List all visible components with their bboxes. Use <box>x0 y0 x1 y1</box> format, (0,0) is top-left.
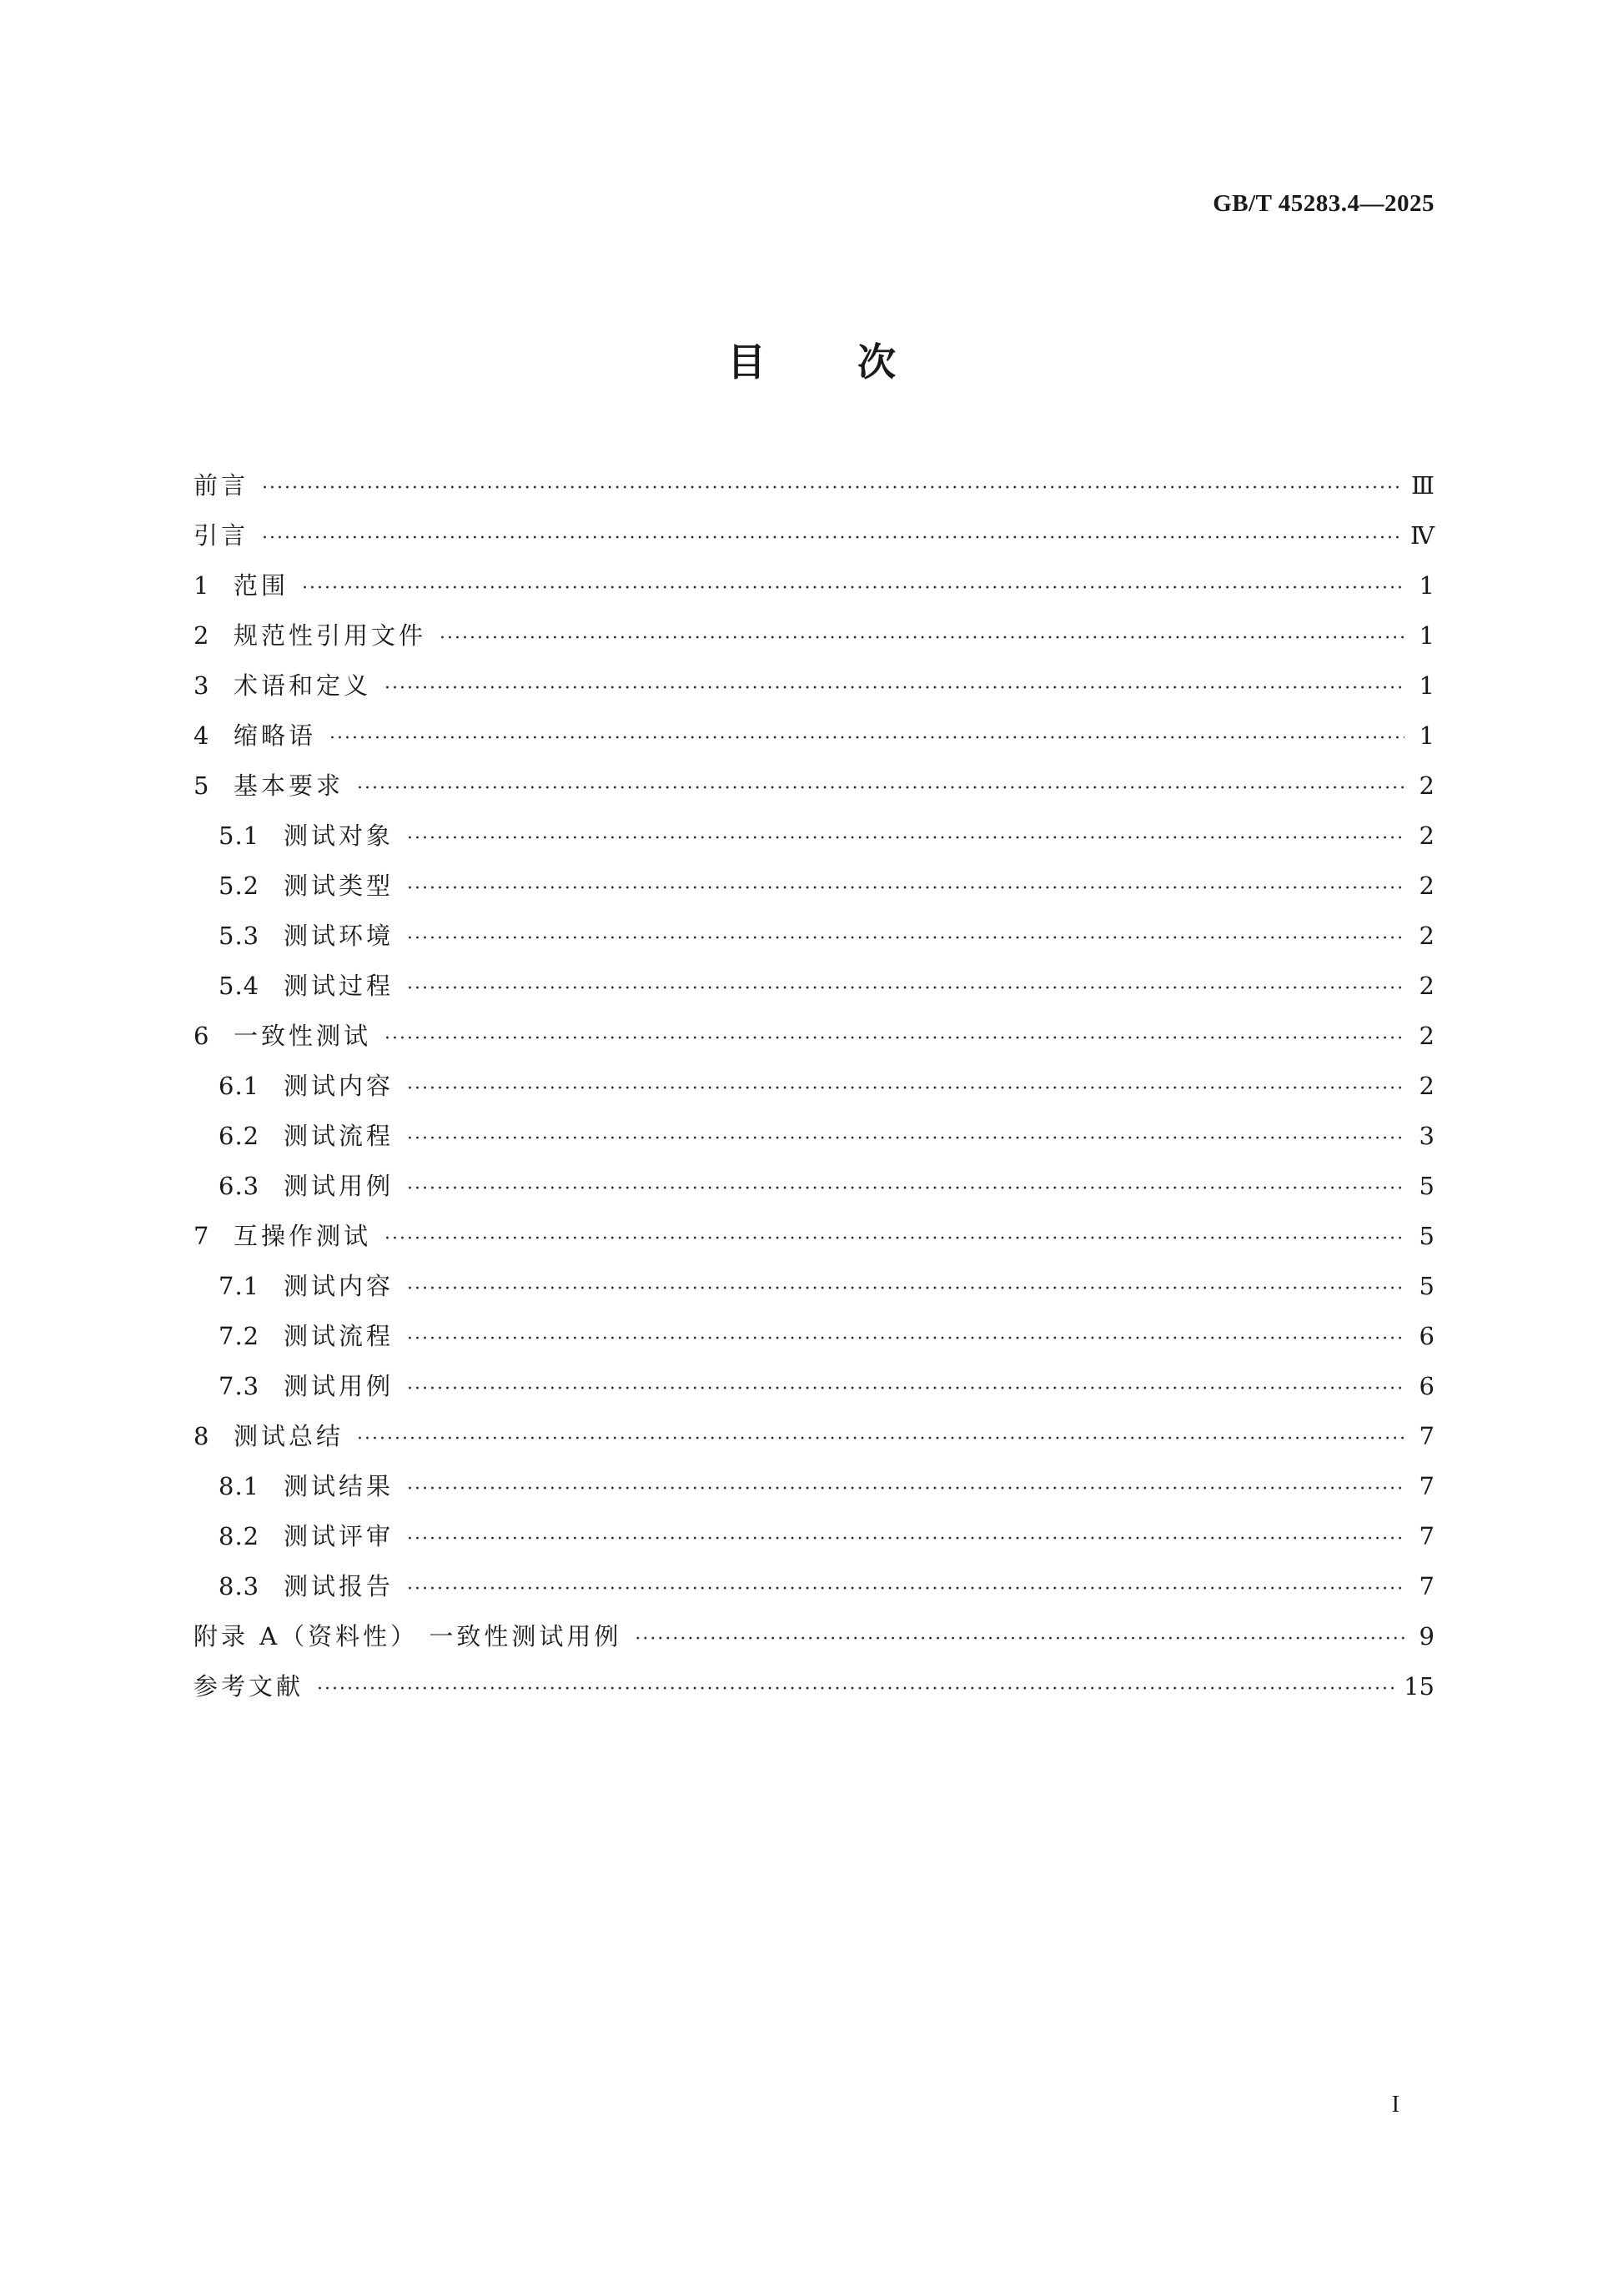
toc-entry[interactable] <box>193 1511 1435 1561</box>
toc-entry-title: 前言 <box>193 471 249 500</box>
toc-entry-page: 5 <box>1419 1272 1435 1300</box>
toc-entry-title: 术语和定义 <box>234 671 372 700</box>
toc-dot-leader <box>262 464 1401 514</box>
toc-entry-number: 6 <box>193 1022 210 1050</box>
toc-entry-title: 附录 A（资料性） 一致性测试用例 <box>193 1622 622 1650</box>
toc-entry-title: 测试内容 <box>284 1272 394 1300</box>
toc-dot-leader <box>635 1615 1404 1665</box>
toc-entry-number: 5.4 <box>219 972 260 1000</box>
toc-entry[interactable] <box>193 1661 1435 1711</box>
toc-dot-leader <box>440 614 1404 664</box>
page-number: I <box>1391 2092 1399 2118</box>
toc-entry-page: 6 <box>1419 1372 1435 1400</box>
title-char-1: 目 <box>727 339 766 384</box>
toc-entry[interactable] <box>193 861 1435 911</box>
toc-entry-page: 7 <box>1419 1572 1435 1600</box>
toc-entry-title: 引言 <box>193 521 249 550</box>
toc-dot-leader <box>262 514 1400 564</box>
toc-entry-page: 2 <box>1419 972 1435 1000</box>
toc-entry-page: 1 <box>1419 621 1435 650</box>
table-of-contents <box>193 460 1435 1711</box>
toc-dot-leader <box>407 1465 1404 1515</box>
toc-entry-title: 测试环境 <box>284 922 394 950</box>
toc-dot-leader <box>407 1565 1404 1615</box>
toc-entry-number: 8 <box>193 1422 210 1450</box>
toc-dot-leader <box>317 1665 1394 1715</box>
toc-dot-leader <box>384 664 1404 714</box>
toc-entry-page: 6 <box>1419 1322 1435 1350</box>
toc-entry[interactable] <box>193 1561 1435 1611</box>
toc-entry-number: 8.2 <box>219 1522 260 1550</box>
toc-dot-leader <box>407 1515 1404 1565</box>
toc-entry-number: 7.3 <box>219 1372 260 1400</box>
toc-entry[interactable] <box>193 1311 1435 1361</box>
toc-entry-title: 测试评审 <box>284 1522 394 1550</box>
toc-entry-page: 3 <box>1419 1122 1435 1150</box>
toc-entry-title: 范围 <box>234 571 289 600</box>
toc-entry-number: 5.2 <box>219 872 260 900</box>
toc-entry-page: 7 <box>1419 1422 1435 1450</box>
toc-dot-leader <box>329 714 1404 764</box>
toc-entry-title: 缩略语 <box>234 721 317 750</box>
toc-dot-leader <box>357 1414 1404 1465</box>
toc-entry-number: 4 <box>193 721 210 750</box>
toc-entry[interactable] <box>193 1411 1435 1461</box>
toc-entry-page: Ⅲ <box>1411 471 1435 500</box>
toc-dot-leader <box>407 1364 1404 1414</box>
toc-dot-leader <box>407 964 1404 1014</box>
toc-entry-number: 5 <box>193 771 210 800</box>
toc-entry-title: 测试内容 <box>284 1072 394 1100</box>
toc-entry[interactable] <box>193 1011 1435 1061</box>
toc-entry-number: 8.1 <box>219 1472 260 1500</box>
toc-entry-page: Ⅳ <box>1410 521 1435 550</box>
toc-entry-title: 测试流程 <box>284 1122 394 1150</box>
toc-entry-title: 测试对象 <box>284 821 394 850</box>
toc-entry-page: 7 <box>1419 1472 1435 1500</box>
toc-entry-number: 7.2 <box>219 1322 260 1350</box>
toc-dot-leader <box>384 1014 1404 1064</box>
toc-entry-title: 一致性测试 <box>234 1022 372 1050</box>
toc-entry-page: 5 <box>1419 1222 1435 1250</box>
toc-entry[interactable] <box>193 460 1435 510</box>
toc-entry-number: 7.1 <box>219 1272 260 1300</box>
toc-entry[interactable] <box>193 1211 1435 1261</box>
toc-dot-leader <box>407 1114 1404 1164</box>
toc-entry-number: 1 <box>193 571 210 600</box>
toc-entry-page: 1 <box>1419 571 1435 600</box>
toc-entry-number: 8.3 <box>219 1572 260 1600</box>
toc-entry-title: 参考文献 <box>193 1672 304 1701</box>
toc-entry[interactable] <box>193 510 1435 560</box>
toc-entry-number: 6.1 <box>219 1072 260 1100</box>
toc-entry-title: 测试总结 <box>234 1422 344 1450</box>
toc-entry[interactable] <box>193 911 1435 961</box>
toc-dot-leader <box>407 1164 1404 1214</box>
toc-entry[interactable] <box>193 1361 1435 1411</box>
toc-entry-title: 测试用例 <box>284 1172 394 1200</box>
toc-dot-leader <box>384 1214 1404 1264</box>
toc-entry-title: 测试报告 <box>284 1572 394 1600</box>
toc-entry[interactable] <box>193 811 1435 861</box>
toc-entry-title: 测试结果 <box>284 1472 394 1500</box>
toc-entry[interactable] <box>193 560 1435 610</box>
toc-entry-page: 1 <box>1419 721 1435 750</box>
toc-entry[interactable] <box>193 1061 1435 1111</box>
standard-code: GB/T 45283.4—2025 <box>1213 190 1435 217</box>
toc-entry-page: 1 <box>1419 671 1435 700</box>
toc-entry-number: 6.3 <box>219 1172 260 1200</box>
toc-entry-number: 2 <box>193 621 210 650</box>
toc-entry-page: 2 <box>1419 821 1435 850</box>
title-char-2: 次 <box>857 339 896 384</box>
toc-entry-number: 5.3 <box>219 922 260 950</box>
toc-entry-number: 5.1 <box>219 821 260 850</box>
toc-entry-page: 2 <box>1419 922 1435 950</box>
toc-entry[interactable] <box>193 610 1435 661</box>
toc-entry-number: 3 <box>193 671 210 700</box>
toc-entry-page: 5 <box>1419 1172 1435 1200</box>
toc-entry-title: 测试过程 <box>284 972 394 1000</box>
toc-entry-page: 7 <box>1419 1522 1435 1550</box>
page-title <box>0 332 1623 387</box>
toc-dot-leader <box>407 864 1404 914</box>
toc-entry-page: 2 <box>1419 1072 1435 1100</box>
toc-entry-title: 测试类型 <box>284 872 394 900</box>
toc-entry-page: 2 <box>1419 872 1435 900</box>
toc-dot-leader <box>407 1264 1404 1314</box>
toc-dot-leader <box>407 814 1404 864</box>
toc-entry[interactable] <box>193 1261 1435 1311</box>
toc-entry[interactable] <box>193 711 1435 761</box>
toc-entry-number: 7 <box>193 1222 210 1250</box>
toc-entry[interactable] <box>193 661 1435 711</box>
toc-dot-leader <box>407 1314 1404 1364</box>
toc-entry-title: 规范性引用文件 <box>234 621 427 650</box>
toc-entry[interactable] <box>193 961 1435 1011</box>
toc-dot-leader <box>302 564 1404 614</box>
toc-entry[interactable] <box>193 761 1435 811</box>
toc-entry-number: 6.2 <box>219 1122 260 1150</box>
toc-entry[interactable] <box>193 1111 1435 1161</box>
toc-entry-page: 9 <box>1419 1622 1435 1650</box>
toc-entry-title: 基本要求 <box>234 771 344 800</box>
toc-entry-page: 2 <box>1419 771 1435 800</box>
toc-entry[interactable] <box>193 1161 1435 1211</box>
toc-entry[interactable] <box>193 1611 1435 1661</box>
toc-entry[interactable] <box>193 1461 1435 1511</box>
toc-dot-leader <box>407 1064 1404 1114</box>
toc-entry-page: 15 <box>1404 1672 1435 1701</box>
toc-entry-title: 测试用例 <box>284 1372 394 1400</box>
toc-entry-title: 测试流程 <box>284 1322 394 1350</box>
toc-dot-leader <box>407 914 1404 964</box>
toc-entry-title: 互操作测试 <box>234 1222 372 1250</box>
toc-dot-leader <box>357 764 1404 814</box>
toc-entry-page: 2 <box>1419 1022 1435 1050</box>
